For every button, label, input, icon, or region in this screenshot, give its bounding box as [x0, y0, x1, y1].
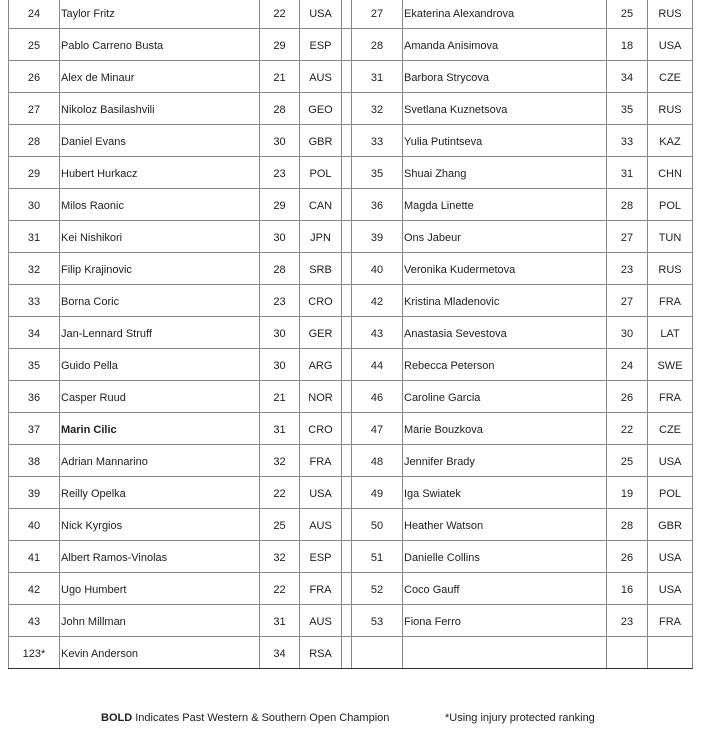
men-country: ARG — [300, 349, 342, 381]
men-age: 22 — [260, 477, 300, 509]
women-player-name: Magda Linette — [403, 189, 607, 221]
women-country: FRA — [648, 285, 693, 317]
men-country: FRA — [300, 573, 342, 605]
women-player-name: Barbora Strycova — [403, 61, 607, 93]
women-rank: 31 — [352, 61, 403, 93]
women-age: 19 — [607, 477, 648, 509]
column-gap — [342, 125, 352, 157]
women-age: 25 — [607, 445, 648, 477]
men-player-name: Adrian Mannarino — [60, 445, 260, 477]
women-player-name: Anastasia Sevestova — [403, 317, 607, 349]
column-gap — [342, 317, 352, 349]
women-age: 26 — [607, 541, 648, 573]
women-rank: 35 — [352, 157, 403, 189]
men-rank: 25 — [9, 29, 60, 61]
table-row — [9, 445, 693, 477]
men-country: ESP — [300, 29, 342, 61]
women-age: 27 — [607, 221, 648, 253]
women-rank: 52 — [352, 573, 403, 605]
men-player-name: Nikoloz Basilashvili — [60, 93, 260, 125]
men-country: USA — [300, 0, 342, 29]
women-country: RUS — [648, 93, 693, 125]
women-player-name: Coco Gauff — [403, 573, 607, 605]
men-rank: 40 — [9, 509, 60, 541]
women-country: TUN — [648, 221, 693, 253]
women-age: 34 — [607, 61, 648, 93]
men-player-name: Guido Pella — [60, 349, 260, 381]
women-rank: 53 — [352, 605, 403, 637]
men-country: NOR — [300, 381, 342, 413]
women-rank: 36 — [352, 189, 403, 221]
women-country: USA — [648, 445, 693, 477]
column-gap — [342, 509, 352, 541]
women-rank: 50 — [352, 509, 403, 541]
women-player-name: Marie Bouzkova — [403, 413, 607, 445]
men-player-name: Daniel Evans — [60, 125, 260, 157]
women-country: POL — [648, 477, 693, 509]
men-age: 31 — [260, 605, 300, 637]
men-country: AUS — [300, 61, 342, 93]
table-row — [9, 541, 693, 573]
men-player-name: Marin Cilic — [60, 413, 260, 445]
women-rank: 32 — [352, 93, 403, 125]
women-player-name: Svetlana Kuznetsova — [403, 93, 607, 125]
women-country: RUS — [648, 253, 693, 285]
table-row — [9, 61, 693, 93]
men-rank: 29 — [9, 157, 60, 189]
women-player-name: Ekaterina Alexandrova — [403, 0, 607, 29]
column-gap — [342, 573, 352, 605]
men-player-name: Hubert Hurkacz — [60, 157, 260, 189]
women-rank: 49 — [352, 477, 403, 509]
table-row — [9, 605, 693, 637]
column-gap — [342, 477, 352, 509]
men-rank: 31 — [9, 221, 60, 253]
women-player-name: Caroline Garcia — [403, 381, 607, 413]
table-row — [9, 125, 693, 157]
men-age: 30 — [260, 349, 300, 381]
table-row — [9, 285, 693, 317]
men-rank: 39 — [9, 477, 60, 509]
column-gap — [342, 349, 352, 381]
column-gap — [342, 541, 352, 573]
column-gap — [342, 189, 352, 221]
column-gap — [342, 157, 352, 189]
column-gap — [342, 285, 352, 317]
men-rank: 123* — [9, 637, 60, 669]
column-gap — [342, 93, 352, 125]
women-rank: 44 — [352, 349, 403, 381]
table-row — [9, 157, 693, 189]
women-country: CHN — [648, 157, 693, 189]
men-player-name: Pablo Carreno Busta — [60, 29, 260, 61]
men-player-name: Jan-Lennard Struff — [60, 317, 260, 349]
bold-legend-keyword: BOLD — [101, 712, 133, 724]
table-row — [9, 509, 693, 541]
men-rank: 37 — [9, 413, 60, 445]
men-country: GEO — [300, 93, 342, 125]
men-country: CAN — [300, 189, 342, 221]
table-row — [9, 349, 693, 381]
women-age: 23 — [607, 253, 648, 285]
column-gap — [342, 221, 352, 253]
women-player-name: Veronika Kudermetova — [403, 253, 607, 285]
women-age: 35 — [607, 93, 648, 125]
men-age: 21 — [260, 381, 300, 413]
table-row — [9, 221, 693, 253]
men-player-name: Albert Ramos-Vinolas — [60, 541, 260, 573]
men-country: CRO — [300, 413, 342, 445]
women-player-name: Jennifer Brady — [403, 445, 607, 477]
women-country: POL — [648, 189, 693, 221]
women-country: RUS — [648, 0, 693, 29]
women-country: KAZ — [648, 125, 693, 157]
men-country: CRO — [300, 285, 342, 317]
men-age: 23 — [260, 285, 300, 317]
women-country: USA — [648, 573, 693, 605]
men-country: SRB — [300, 253, 342, 285]
men-rank: 28 — [9, 125, 60, 157]
women-rank: 46 — [352, 381, 403, 413]
men-age: 22 — [260, 0, 300, 29]
women-player-name: Shuai Zhang — [403, 157, 607, 189]
men-age: 28 — [260, 93, 300, 125]
asterisk-legend: *Using injury protected ranking — [445, 712, 595, 724]
men-rank: 30 — [9, 189, 60, 221]
women-country: USA — [648, 29, 693, 61]
men-age: 32 — [260, 541, 300, 573]
women-age: 28 — [607, 189, 648, 221]
men-age: 28 — [260, 253, 300, 285]
men-age: 31 — [260, 413, 300, 445]
men-country: AUS — [300, 509, 342, 541]
women-rank: 27 — [352, 0, 403, 29]
women-age: 31 — [607, 157, 648, 189]
men-age: 34 — [260, 637, 300, 669]
women-age: 27 — [607, 285, 648, 317]
bold-legend-text: Indicates Past Western & Southern Open Champion — [132, 712, 390, 724]
men-age: 30 — [260, 317, 300, 349]
table-row — [9, 573, 693, 605]
women-country: FRA — [648, 381, 693, 413]
women-country: GBR — [648, 509, 693, 541]
table-row — [9, 477, 693, 509]
women-rank: 40 — [352, 253, 403, 285]
men-player-name: Milos Raonic — [60, 189, 260, 221]
women-country: SWE — [648, 349, 693, 381]
women-rank — [352, 637, 403, 669]
men-rank: 33 — [9, 285, 60, 317]
women-age: 23 — [607, 605, 648, 637]
table-row — [9, 317, 693, 349]
women-country: USA — [648, 541, 693, 573]
column-gap — [342, 29, 352, 61]
men-age: 29 — [260, 29, 300, 61]
column-gap — [342, 605, 352, 637]
women-age: 26 — [607, 381, 648, 413]
women-age: 25 — [607, 0, 648, 29]
men-country: RSA — [300, 637, 342, 669]
men-player-name: Kevin Anderson — [60, 637, 260, 669]
men-country: POL — [300, 157, 342, 189]
women-age: 18 — [607, 29, 648, 61]
women-rank: 33 — [352, 125, 403, 157]
men-player-name: Reilly Opelka — [60, 477, 260, 509]
men-rank: 35 — [9, 349, 60, 381]
table-row — [9, 29, 693, 61]
men-age: 22 — [260, 573, 300, 605]
men-age: 30 — [260, 221, 300, 253]
column-gap — [342, 381, 352, 413]
women-country: FRA — [648, 605, 693, 637]
women-player-name: Amanda Anisimova — [403, 29, 607, 61]
entry-list-table — [8, 0, 693, 669]
women-rank: 51 — [352, 541, 403, 573]
men-player-name: Borna Coric — [60, 285, 260, 317]
men-country: JPN — [300, 221, 342, 253]
women-rank: 48 — [352, 445, 403, 477]
women-player-name: Rebecca Peterson — [403, 349, 607, 381]
men-country: USA — [300, 477, 342, 509]
men-player-name: Casper Ruud — [60, 381, 260, 413]
women-rank: 43 — [352, 317, 403, 349]
women-player-name — [403, 637, 607, 669]
women-player-name: Ons Jabeur — [403, 221, 607, 253]
table-row — [9, 189, 693, 221]
table-row — [9, 637, 693, 669]
men-rank: 24 — [9, 0, 60, 29]
table-row — [9, 0, 693, 29]
women-player-name: Danielle Collins — [403, 541, 607, 573]
men-rank: 32 — [9, 253, 60, 285]
column-gap — [342, 61, 352, 93]
women-player-name: Iga Swiatek — [403, 477, 607, 509]
table-row — [9, 93, 693, 125]
women-player-name: Heather Watson — [403, 509, 607, 541]
men-rank: 26 — [9, 61, 60, 93]
women-age — [607, 637, 648, 669]
women-player-name: Yulia Putintseva — [403, 125, 607, 157]
men-rank: 34 — [9, 317, 60, 349]
men-player-name: Kei Nishikori — [60, 221, 260, 253]
men-rank: 36 — [9, 381, 60, 413]
men-rank: 43 — [9, 605, 60, 637]
men-country: FRA — [300, 445, 342, 477]
women-age: 22 — [607, 413, 648, 445]
women-country: CZE — [648, 413, 693, 445]
men-country: ESP — [300, 541, 342, 573]
column-gap — [342, 413, 352, 445]
men-age: 30 — [260, 125, 300, 157]
women-player-name: Kristina Mladenovic — [403, 285, 607, 317]
column-gap — [342, 637, 352, 669]
women-age: 33 — [607, 125, 648, 157]
women-country: CZE — [648, 61, 693, 93]
men-age: 21 — [260, 61, 300, 93]
men-age: 25 — [260, 509, 300, 541]
women-rank: 39 — [352, 221, 403, 253]
women-country: LAT — [648, 317, 693, 349]
men-age: 29 — [260, 189, 300, 221]
women-country — [648, 637, 693, 669]
men-player-name: Nick Kyrgios — [60, 509, 260, 541]
women-age: 16 — [607, 573, 648, 605]
women-age: 28 — [607, 509, 648, 541]
table-row — [9, 253, 693, 285]
men-rank: 41 — [9, 541, 60, 573]
women-player-name: Fiona Ferro — [403, 605, 607, 637]
men-rank: 27 — [9, 93, 60, 125]
men-country: AUS — [300, 605, 342, 637]
men-country: GER — [300, 317, 342, 349]
men-age: 32 — [260, 445, 300, 477]
men-country: GBR — [300, 125, 342, 157]
column-gap — [342, 253, 352, 285]
men-rank: 38 — [9, 445, 60, 477]
men-age: 23 — [260, 157, 300, 189]
men-player-name: Alex de Minaur — [60, 61, 260, 93]
table-row — [9, 381, 693, 413]
women-rank: 42 — [352, 285, 403, 317]
women-rank: 28 — [352, 29, 403, 61]
women-rank: 47 — [352, 413, 403, 445]
women-age: 30 — [607, 317, 648, 349]
table-row — [9, 413, 693, 445]
women-age: 24 — [607, 349, 648, 381]
men-player-name: Ugo Humbert — [60, 573, 260, 605]
column-gap — [342, 445, 352, 477]
men-player-name: Taylor Fritz — [60, 0, 260, 29]
column-gap — [342, 0, 352, 29]
men-rank: 42 — [9, 573, 60, 605]
men-player-name: Filip Krajinovic — [60, 253, 260, 285]
men-player-name: John Millman — [60, 605, 260, 637]
bold-legend — [101, 712, 389, 724]
